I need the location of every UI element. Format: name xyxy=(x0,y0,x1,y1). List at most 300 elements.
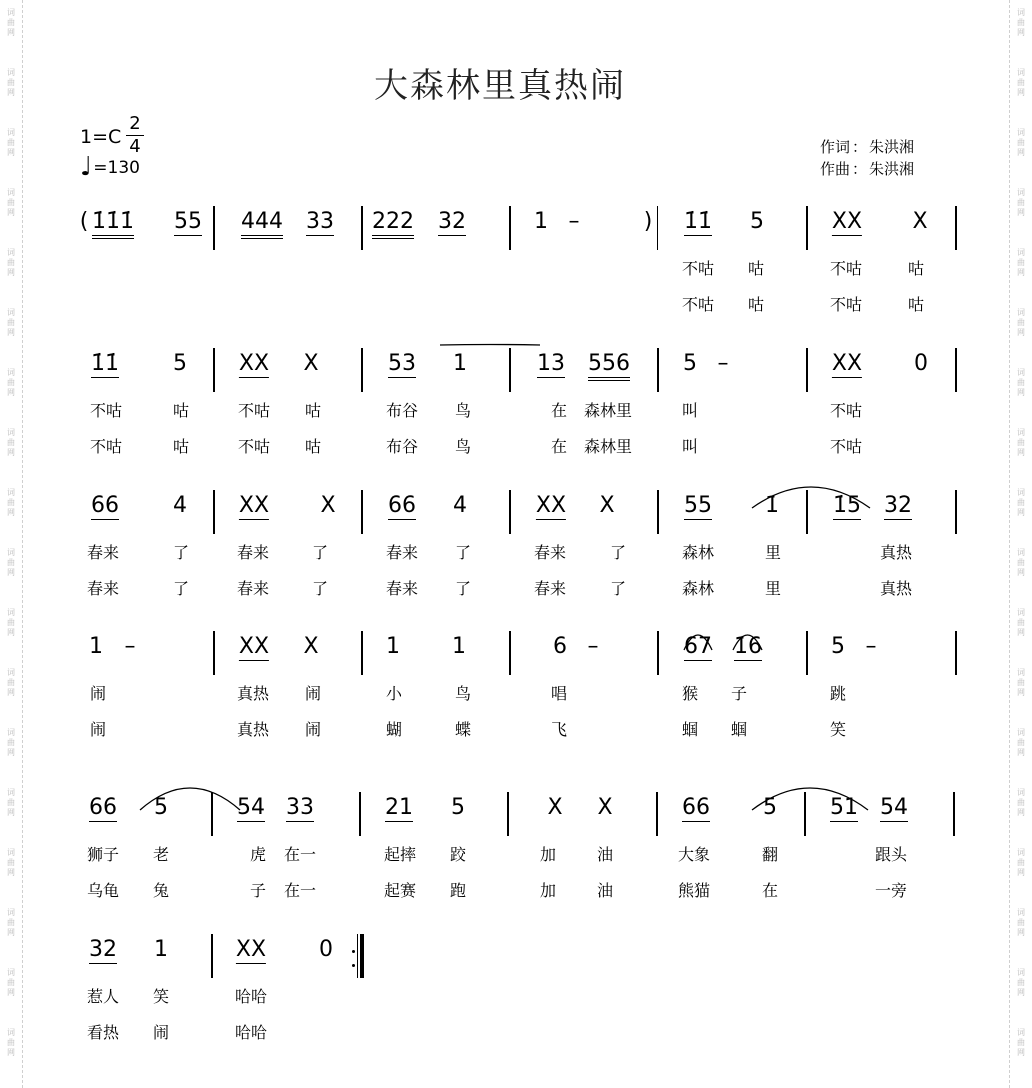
lyric-verse-2: 加 xyxy=(540,881,557,900)
note-text: 4 xyxy=(453,493,467,518)
note-text: 66 xyxy=(89,795,117,820)
note-text: XX xyxy=(238,351,270,376)
barline xyxy=(955,631,957,675)
note-text: 66 xyxy=(682,795,710,820)
watermark-text: 词 曲 网 xyxy=(7,248,15,277)
watermark-text: 词 曲 网 xyxy=(1017,728,1025,757)
note-text: – xyxy=(865,634,877,659)
note xyxy=(880,796,908,822)
watermark-text: 词 曲 网 xyxy=(7,488,15,517)
note-text: 67 xyxy=(684,634,712,659)
lyric-verse-2: 在 xyxy=(762,881,779,900)
lyric-verse-2: 了 xyxy=(312,579,329,598)
note xyxy=(765,494,779,518)
note xyxy=(236,938,266,964)
note-text: 32 xyxy=(438,209,466,234)
lyric-verse-2: 咕 xyxy=(173,437,190,456)
note xyxy=(239,635,269,661)
lyric-verse-1: 翻 xyxy=(762,845,779,864)
lyric-verse-2: 叫 xyxy=(682,437,699,456)
note-text: 33 xyxy=(286,795,314,820)
note xyxy=(536,494,566,520)
underline xyxy=(684,235,712,236)
song-title: 大森林里真热闹 xyxy=(374,66,626,106)
barline xyxy=(361,631,363,675)
note xyxy=(588,352,630,381)
time-signature-bottom: 4 xyxy=(129,136,141,157)
watermark-text: 词 曲 网 xyxy=(1017,8,1025,37)
watermark-text: 词 曲 网 xyxy=(1017,968,1025,997)
underline xyxy=(92,235,134,236)
note-text: – xyxy=(568,209,580,234)
underline xyxy=(880,821,908,822)
note-text: 5 xyxy=(173,351,187,376)
slur-arc xyxy=(440,345,540,346)
barline xyxy=(806,631,808,675)
note xyxy=(830,796,858,822)
note-text: XX xyxy=(238,493,270,518)
note xyxy=(833,494,861,520)
lyric-verse-2: 春来 xyxy=(237,579,270,598)
note-text: 556 xyxy=(588,351,630,376)
watermark-text: 词 曲 网 xyxy=(7,8,15,37)
lyric-verse-1: 春来 xyxy=(237,543,270,562)
note xyxy=(684,494,712,520)
lyric-verse-1: 真热 xyxy=(237,684,270,703)
note-text: 13 xyxy=(537,351,565,376)
watermark-text: 词 曲 网 xyxy=(1017,548,1025,577)
note xyxy=(453,494,467,518)
watermark-text: 词 曲 网 xyxy=(7,848,15,877)
lyric-verse-1: 叫 xyxy=(682,401,699,420)
underline xyxy=(588,377,630,378)
lyric-verse-2: 不咕 xyxy=(682,295,715,314)
watermark-text: 词 曲 网 xyxy=(7,788,15,817)
underline xyxy=(372,238,414,239)
underline xyxy=(89,963,117,964)
lyric-verse-2: 看热 xyxy=(87,1023,120,1042)
note xyxy=(91,352,119,378)
watermark-text: 词 曲 网 xyxy=(1017,908,1025,937)
lyric-verse-1: 布谷 xyxy=(386,401,419,420)
lyric-verse-1: 唱 xyxy=(551,684,568,703)
lyric-verse-1: 里 xyxy=(765,543,782,562)
lyric-verse-2: 蝴 xyxy=(386,720,403,739)
underline xyxy=(832,377,862,378)
note xyxy=(241,210,283,239)
underline xyxy=(91,519,119,520)
watermark-text: 词 曲 网 xyxy=(1017,188,1025,217)
underline xyxy=(438,235,466,236)
lyric-verse-1: 春来 xyxy=(386,543,419,562)
lyric-verse-2: 闹 xyxy=(305,720,322,739)
note xyxy=(89,938,117,964)
watermark-text: 词 曲 网 xyxy=(1017,368,1025,397)
underline xyxy=(306,235,334,236)
barline xyxy=(509,631,511,675)
underline xyxy=(236,963,266,964)
note-text: 5 xyxy=(451,795,465,820)
note-text: 1̇5 xyxy=(833,493,861,518)
note-text: 5 xyxy=(154,795,168,820)
note-text: X xyxy=(303,351,319,376)
barline xyxy=(806,206,808,250)
underline xyxy=(239,519,269,520)
watermark-text: 词 曲 网 xyxy=(7,68,15,97)
lyric-verse-1: 跟头 xyxy=(875,845,908,864)
underline xyxy=(684,660,712,661)
note-text: 6 xyxy=(553,634,567,659)
lyric-verse-1: 真热 xyxy=(880,543,913,562)
lyric-verse-2: 鸟 xyxy=(455,437,472,456)
note-text: X xyxy=(320,493,336,518)
underline xyxy=(89,821,117,822)
lyric-verse-2: 森林 xyxy=(682,579,715,598)
note-text: XX xyxy=(831,209,863,234)
composer-name: 朱洪湘 xyxy=(869,160,915,178)
note xyxy=(174,210,202,236)
lyric-verse-1: 虎 xyxy=(250,845,267,864)
lyric-verse-1: 闹 xyxy=(305,684,322,703)
underline xyxy=(286,821,314,822)
note xyxy=(588,635,599,659)
lyric-verse-2: 里 xyxy=(765,579,782,598)
underline xyxy=(536,519,566,520)
underline xyxy=(388,519,416,520)
underline xyxy=(734,660,762,661)
note xyxy=(438,210,466,236)
watermark-text: 词 曲 网 xyxy=(1017,248,1025,277)
note-text: X xyxy=(547,795,563,820)
note xyxy=(569,210,580,234)
note xyxy=(388,352,416,378)
barline xyxy=(211,934,213,978)
note-text: 5 xyxy=(831,634,845,659)
note xyxy=(237,796,265,822)
composer-label: 作曲 xyxy=(820,160,851,178)
watermark-text: 词 曲 网 xyxy=(7,668,15,697)
underline xyxy=(385,821,413,822)
note-text: – xyxy=(587,634,599,659)
barline xyxy=(657,631,659,675)
lyric-verse-1: 春来 xyxy=(87,543,120,562)
lyric-verse-1: 了 xyxy=(610,543,627,562)
note-text: 4 xyxy=(173,493,187,518)
underline xyxy=(237,821,265,822)
lyric-verse-2: 咕 xyxy=(748,295,765,314)
barline xyxy=(955,206,957,250)
lyric-verse-2: 蝈 xyxy=(682,720,699,739)
note-text: 66 xyxy=(91,493,119,518)
lyric-verse-2: 春来 xyxy=(534,579,567,598)
barline xyxy=(804,792,806,836)
lyric-verse-2: 了 xyxy=(610,579,627,598)
lyric-verse-2: 兔 xyxy=(153,881,170,900)
lyricist-row xyxy=(820,136,914,158)
lyric-verse-1: 跤 xyxy=(450,845,467,864)
lyric-verse-1: 加 xyxy=(540,845,557,864)
lyric-verse-2: 子 xyxy=(250,881,267,900)
underline xyxy=(588,380,630,381)
note xyxy=(303,635,318,659)
lyric-verse-1: 哈哈 xyxy=(235,987,268,1006)
note-text: 1̇ xyxy=(765,493,779,518)
watermark-text: 词 曲 网 xyxy=(7,908,15,937)
note xyxy=(832,352,862,378)
tempo-marking xyxy=(80,152,140,182)
lyric-verse-2: 蝶 xyxy=(455,720,472,739)
note xyxy=(372,210,414,239)
note xyxy=(91,494,119,520)
lyric-verse-2: 哈哈 xyxy=(235,1023,268,1042)
lyric-verse-2: 闹 xyxy=(153,1023,170,1042)
barline xyxy=(656,792,658,836)
lyricist-name: 朱洪湘 xyxy=(869,138,915,156)
lyric-verse-2: 熊猫 xyxy=(678,881,711,900)
lyric-verse-2: 真热 xyxy=(237,720,270,739)
watermark-text: 词 曲 网 xyxy=(1017,668,1025,697)
note xyxy=(912,210,927,234)
underline xyxy=(830,821,858,822)
lyric-verse-2: 一旁 xyxy=(875,881,908,900)
note-text: XX xyxy=(238,634,270,659)
note xyxy=(866,635,877,659)
lyric-verse-2: 咕 xyxy=(305,437,322,456)
lyric-verse-2: 不咕 xyxy=(90,437,123,456)
lyric-verse-1: 起摔 xyxy=(384,845,417,864)
note xyxy=(684,210,712,236)
note xyxy=(154,938,168,962)
note xyxy=(173,352,187,376)
note-text: 33 xyxy=(306,209,334,234)
note-text: 1̇1̇1̇ xyxy=(92,209,134,234)
lyric-verse-1: 笑 xyxy=(153,987,170,1006)
watermark-text: 词 曲 网 xyxy=(7,548,15,577)
lyric-verse-1: 了 xyxy=(173,543,190,562)
note xyxy=(599,494,614,518)
note xyxy=(388,494,416,520)
note-text: 54 xyxy=(880,795,908,820)
note xyxy=(682,796,710,822)
note-text: 53 xyxy=(388,351,416,376)
lyric-verse-1: 春来 xyxy=(534,543,567,562)
watermark-text: 词 曲 网 xyxy=(7,128,15,157)
note-text: 32 xyxy=(884,493,912,518)
note xyxy=(452,635,466,659)
lyric-verse-2: 乌龟 xyxy=(87,881,120,900)
lyric-verse-1: 不咕 xyxy=(830,259,863,278)
note xyxy=(286,796,314,822)
composer-sep: ： xyxy=(852,160,868,178)
lyric-verse-1: 不咕 xyxy=(90,401,123,420)
note xyxy=(306,210,334,236)
barline xyxy=(361,490,363,534)
note-text: 0 xyxy=(914,351,928,376)
note-text: 1̇6 xyxy=(734,634,762,659)
note xyxy=(832,210,862,236)
lyric-verse-1: 子 xyxy=(731,684,748,703)
note-text: 1̇1̇ xyxy=(91,351,119,376)
lyric-verse-1: 鸟 xyxy=(455,684,472,703)
quarter-note-icon: ♩ xyxy=(80,152,93,182)
barline xyxy=(953,792,955,836)
lyric-verse-1: 了 xyxy=(312,543,329,562)
open-paren: ( xyxy=(79,209,89,234)
watermark-text: 词 曲 网 xyxy=(1017,68,1025,97)
lyricist-label: 作词 xyxy=(820,138,851,156)
lyric-verse-1: 咕 xyxy=(908,259,925,278)
note xyxy=(718,352,729,376)
note xyxy=(734,635,762,661)
note xyxy=(534,210,548,234)
watermark-text: 词 曲 网 xyxy=(1017,488,1025,517)
underline xyxy=(884,519,912,520)
note-text: 54 xyxy=(237,795,265,820)
watermark-text: 词 曲 网 xyxy=(7,368,15,397)
note-text: 1 xyxy=(452,634,466,659)
lyric-verse-1: 咕 xyxy=(173,401,190,420)
close-paren: ) xyxy=(643,209,653,234)
underline xyxy=(241,238,283,239)
key-signature: 1=C xyxy=(80,126,122,148)
lyricist-sep: ： xyxy=(852,138,868,156)
underline xyxy=(239,377,269,378)
lyric-verse-2: 咕 xyxy=(908,295,925,314)
note-text: 1 xyxy=(89,634,103,659)
underline xyxy=(537,377,565,378)
note xyxy=(154,796,168,820)
watermark-text: 词 曲 网 xyxy=(1017,428,1025,457)
lyric-verse-1: 在 xyxy=(551,401,568,420)
lyric-verse-1: 惹人 xyxy=(87,987,120,1006)
note xyxy=(453,352,467,376)
watermark-text: 词 曲 网 xyxy=(7,728,15,757)
lyric-verse-1: 油 xyxy=(597,845,614,864)
barline xyxy=(359,792,361,836)
lyric-verse-2: 春来 xyxy=(386,579,419,598)
composer-row xyxy=(820,158,914,180)
lyric-verse-2: 蝈 xyxy=(731,720,748,739)
note xyxy=(92,210,134,239)
lyric-verse-2: 闹 xyxy=(90,720,107,739)
watermark-text: 词 曲 网 xyxy=(1017,308,1025,337)
lyric-verse-2: 了 xyxy=(173,579,190,598)
lyric-verse-1: 了 xyxy=(455,543,472,562)
watermark-text: 词 曲 网 xyxy=(7,968,15,997)
note xyxy=(914,352,928,376)
barline xyxy=(361,206,363,250)
lyric-verse-1: 小 xyxy=(386,684,403,703)
note-text: X xyxy=(303,634,319,659)
lyric-verse-2: 油 xyxy=(597,881,614,900)
note xyxy=(173,494,187,518)
lyric-verse-2: 了 xyxy=(455,579,472,598)
lyric-verse-2: 飞 xyxy=(551,720,568,739)
lyric-verse-1: 闹 xyxy=(90,684,107,703)
note xyxy=(884,494,912,520)
barline xyxy=(213,348,215,392)
note xyxy=(89,796,117,822)
underline xyxy=(241,235,283,236)
lyric-verse-1: 大象 xyxy=(678,845,711,864)
note-text: 5 xyxy=(750,209,764,234)
barline xyxy=(361,348,363,392)
note-text: 5 xyxy=(683,351,697,376)
note xyxy=(320,494,335,518)
barline xyxy=(657,490,659,534)
lyric-verse-2: 在 xyxy=(551,437,568,456)
note xyxy=(319,938,333,962)
note-text: 51 xyxy=(830,795,858,820)
barline xyxy=(955,490,957,534)
lyric-verse-1: 咕 xyxy=(748,259,765,278)
watermark-text: 词 曲 网 xyxy=(7,428,15,457)
barline xyxy=(509,490,511,534)
watermark-text: 词 曲 网 xyxy=(7,188,15,217)
repeat-dot xyxy=(352,964,355,967)
watermark-text: 词 曲 网 xyxy=(7,1028,15,1057)
watermark-text: 词 曲 网 xyxy=(1017,788,1025,817)
note-text: 55 xyxy=(684,493,712,518)
final-barline-thin xyxy=(357,934,358,978)
lyric-verse-2: 真热 xyxy=(880,579,913,598)
underline xyxy=(682,821,710,822)
note-text: XX xyxy=(535,493,567,518)
repeat-dot xyxy=(352,950,355,953)
barline xyxy=(211,792,213,836)
note xyxy=(537,352,565,378)
note xyxy=(831,635,845,659)
watermark-text: 词 曲 网 xyxy=(1017,1028,1025,1057)
note xyxy=(683,352,697,376)
underline xyxy=(239,660,269,661)
underline xyxy=(388,377,416,378)
lyric-verse-2: 森林里 xyxy=(584,437,633,456)
note-text: 222 xyxy=(372,209,414,234)
note-text: X xyxy=(599,493,615,518)
note xyxy=(89,635,103,659)
note-text: X xyxy=(597,795,613,820)
note-text: 1 xyxy=(534,209,548,234)
note-text: – xyxy=(124,634,136,659)
barline xyxy=(213,490,215,534)
note xyxy=(597,796,612,820)
barline xyxy=(509,348,511,392)
underline xyxy=(174,235,202,236)
tempo-value: =130 xyxy=(93,158,140,178)
note-text: 5 xyxy=(763,795,777,820)
lyric-verse-2: 不咕 xyxy=(238,437,271,456)
note-text: 1 xyxy=(453,351,467,376)
note xyxy=(239,494,269,520)
note xyxy=(303,352,318,376)
note-text: X xyxy=(912,209,928,234)
final-barline-thick xyxy=(360,934,364,978)
note-text: 1 xyxy=(386,634,400,659)
watermark-text: 词 曲 网 xyxy=(1017,128,1025,157)
underline xyxy=(833,519,861,520)
lyric-verse-2: 笑 xyxy=(830,720,847,739)
lyric-verse-2: 不咕 xyxy=(830,437,863,456)
lyric-verse-1: 不咕 xyxy=(830,401,863,420)
note-text: 444 xyxy=(241,209,283,234)
watermark-text: 词 曲 网 xyxy=(1017,608,1025,637)
underline xyxy=(832,235,862,236)
lyric-verse-2: 春来 xyxy=(87,579,120,598)
note-text: – xyxy=(717,351,729,376)
watermark-text: 词 曲 网 xyxy=(7,308,15,337)
barline xyxy=(806,490,808,534)
